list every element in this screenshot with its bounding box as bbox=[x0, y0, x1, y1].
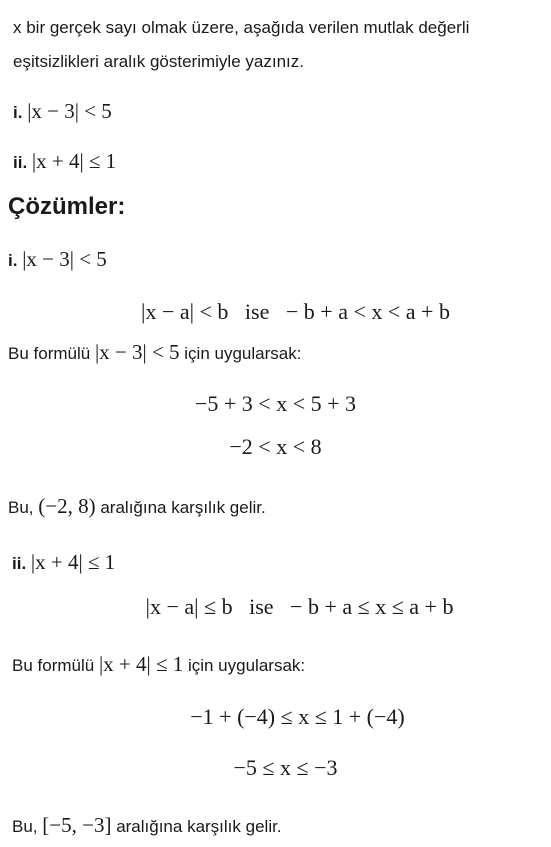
apply-expression: |x − 3| < 5 bbox=[94, 340, 180, 364]
part2-apply-line bbox=[12, 654, 305, 676]
part1-step-2: −2 < x < 8 bbox=[229, 434, 322, 459]
part2-step-1: −1 + (−4) ≤ x ≤ 1 + (−4) bbox=[190, 704, 405, 729]
result-suffix: aralığına karşılık gelir. bbox=[100, 498, 266, 517]
part1-formula: |x − a| < b ise − b + a < x < a + b bbox=[141, 299, 450, 324]
result-prefix: Bu, bbox=[8, 498, 34, 517]
part2-header bbox=[12, 552, 115, 574]
part2-result bbox=[12, 815, 282, 837]
problem-item-1 bbox=[13, 101, 112, 123]
problem-line-2: eşitsizlikleri aralık gösterimiyle yazınız. bbox=[13, 52, 304, 71]
part1-header bbox=[8, 249, 107, 271]
item-label: ii. bbox=[13, 153, 28, 172]
item-label: i. bbox=[13, 103, 23, 122]
part-expression: |x − 3| < 5 bbox=[22, 247, 107, 271]
part2-step-2: −5 ≤ x ≤ −3 bbox=[233, 755, 338, 780]
apply-suffix: için uygularsak: bbox=[184, 344, 302, 363]
apply-prefix: Bu formülü bbox=[8, 344, 91, 363]
part1-step-1: −5 + 3 < x < 5 + 3 bbox=[194, 391, 357, 416]
result-interval: [−5, −3] bbox=[42, 813, 112, 837]
apply-prefix: Bu formülü bbox=[12, 656, 95, 675]
apply-expression: |x + 4| ≤ 1 bbox=[98, 652, 184, 676]
part1-apply-line bbox=[8, 342, 301, 364]
item-expression: |x − 3| < 5 bbox=[27, 99, 112, 123]
part-expression: |x + 4| ≤ 1 bbox=[30, 550, 116, 574]
result-prefix: Bu, bbox=[12, 817, 38, 836]
part2-formula: |x − a| ≤ b ise − b + a ≤ x ≤ a + b bbox=[145, 594, 454, 619]
part-label: ii. bbox=[12, 554, 27, 573]
part1-result bbox=[8, 496, 266, 518]
problem-line-1: x bir gerçek sayı olmak üzere, aşağıda verilen mutlak değerli bbox=[13, 18, 470, 37]
item-expression: |x + 4| ≤ 1 bbox=[31, 149, 117, 173]
result-suffix: aralığına karşılık gelir. bbox=[116, 817, 282, 836]
solutions-heading: Çözümler: bbox=[8, 193, 126, 220]
apply-suffix: için uygularsak: bbox=[187, 656, 306, 675]
result-interval: (−2, 8) bbox=[38, 494, 96, 518]
problem-item-2 bbox=[13, 151, 116, 173]
part-label: i. bbox=[8, 251, 18, 270]
